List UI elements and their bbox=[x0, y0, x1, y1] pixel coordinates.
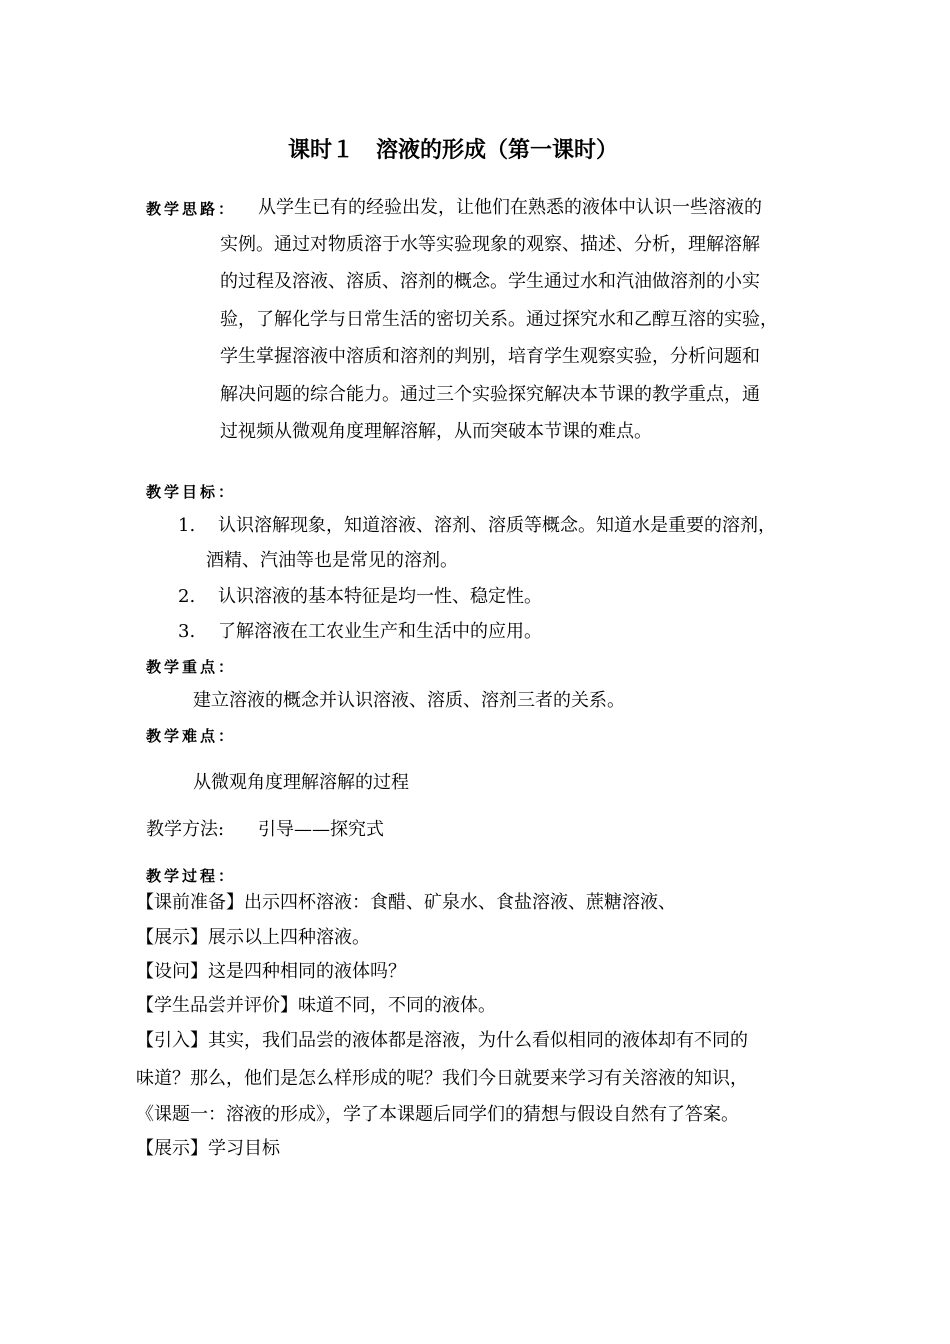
process-line: 【课前准备】出示四杯溶液：食醋、矿泉水、食盐溶液、蔗糖溶液、 bbox=[136, 892, 676, 913]
process-line: 【引入】其实，我们品尝的液体都是溶液，为什么看似相同的液体却有不同的 bbox=[136, 1030, 748, 1051]
process-label: 教学过程： bbox=[146, 867, 237, 885]
thinking-line: 的过程及溶液、溶质、溶剂的概念。学生通过水和汽油做溶剂的小实 bbox=[220, 271, 760, 292]
method-text: 引导——探究式 bbox=[258, 819, 384, 840]
goal-number: 1. bbox=[178, 515, 196, 536]
thinking-line: 过视频从微观角度理解溶解，从而突破本节课的难点。 bbox=[220, 421, 652, 442]
process-line: 《课题一：溶液的形成》，学了本课题后同学们的猜想与假设自然有了答案。 bbox=[136, 1104, 739, 1125]
thinking-line: 实例。通过对物质溶于水等实验现象的观察、描述、分析，理解溶解 bbox=[220, 234, 760, 255]
process-line: 味道？那么，他们是怎么样形成的呢？我们今日就要来学习有关溶液的知识， bbox=[136, 1068, 748, 1089]
process-line: 【展示】学习目标 bbox=[136, 1138, 280, 1159]
thinking-line: 解决问题的综合能力。通过三个实验探究解决本节课的教学重点，通 bbox=[220, 384, 760, 405]
process-line: 【设问】这是四种相同的液体吗？ bbox=[136, 961, 406, 982]
goal-number: 2. bbox=[178, 586, 196, 607]
key-point-label: 教学重点： bbox=[146, 658, 237, 676]
thinking-line: 学生掌握溶液中溶质和溶剂的判别，培育学生观察实验，分析问题和 bbox=[220, 346, 760, 367]
goals-label: 教学目标： bbox=[146, 483, 237, 501]
goal-item bbox=[178, 620, 542, 644]
process-line: 【学生品尝并评价】味道不同，不同的液体。 bbox=[136, 995, 496, 1016]
goal-text: 了解溶液在工农业生产和生活中的应用。 bbox=[218, 621, 542, 642]
thinking-label: 教学思路： bbox=[146, 200, 237, 218]
goal-item-continuation: 酒精、汽油等也是常见的溶剂。 bbox=[206, 550, 458, 571]
goal-text: 认识溶液的基本特征是均一性、稳定性。 bbox=[218, 586, 542, 607]
thinking-line: 从学生已有的经验出发，让他们在熟悉的液体中认识一些溶液的 bbox=[258, 197, 762, 218]
page-title: 课时１ 溶液的形成（第一课时） bbox=[288, 138, 619, 163]
goal-item bbox=[178, 585, 542, 609]
difficulty-label: 教学难点： bbox=[146, 727, 237, 745]
difficulty-text: 从微观角度理解溶解的过程 bbox=[193, 772, 409, 793]
goal-item bbox=[178, 514, 776, 538]
thinking-line: 验，了解化学与日常生活的密切关系。通过探究水和乙醇互溶的实验， bbox=[220, 309, 778, 330]
goal-number: 3. bbox=[178, 621, 196, 642]
goal-text: 认识溶解现象，知道溶液、溶剂、溶质等概念。知道水是重要的溶剂， bbox=[218, 515, 776, 536]
process-line: 【展示】展示以上四种溶液。 bbox=[136, 927, 370, 948]
method-label: 教学方法: bbox=[146, 819, 225, 840]
key-point-text: 建立溶液的概念并认识溶液、溶质、溶剂三者的关系。 bbox=[193, 690, 625, 711]
